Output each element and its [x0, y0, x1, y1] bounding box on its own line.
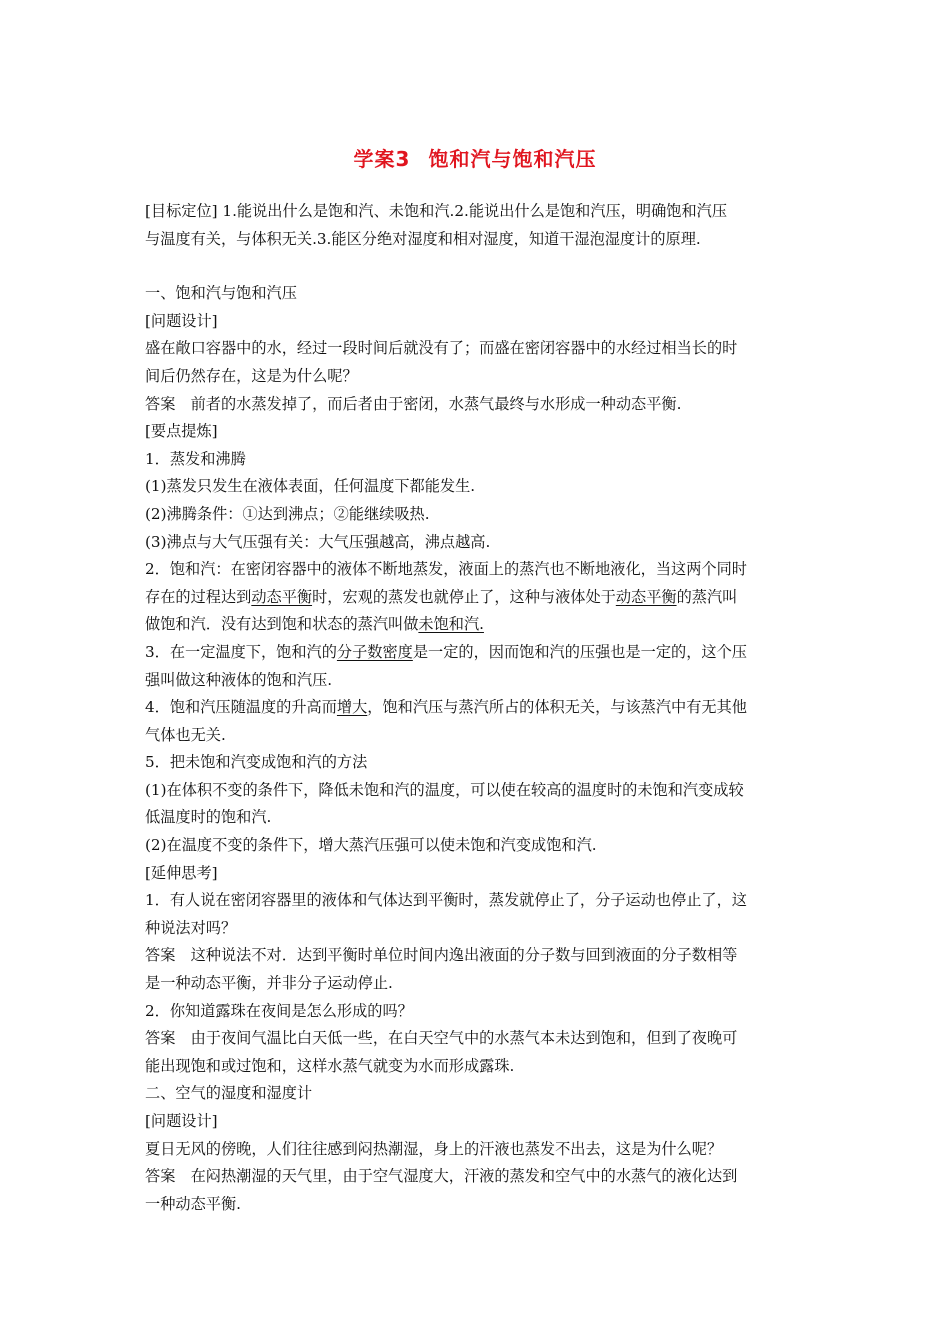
keypoint-text: 强叫做这种液体的饱和汽压.	[145, 670, 333, 689]
answer-text: 能出现饱和或过饱和，这样水蒸气就变为水而形成露珠.	[145, 1056, 515, 1075]
question-text: 夏日无风的傍晚，人们往往感到闷热潮湿，身上的汗液也蒸发不出去，这是为什么呢？	[145, 1139, 723, 1158]
keypoints-label: [要点提炼]	[145, 422, 218, 441]
keypoint-text	[145, 584, 808, 612]
keypoint-item: (2)在温度不变的条件下，增大蒸汽压强可以使未饱和汽变成饱和汽.	[145, 836, 597, 855]
keypoint-heading: 1．蒸发和沸腾	[145, 449, 246, 468]
answer-text: 答案 在闷热潮湿的天气里，由于空气湿度大，汗液的蒸发和空气中的水蒸气的液化达到	[145, 1167, 738, 1186]
text-run: ，饱和汽压与蒸汽所占的体积无关，与该蒸汽中有无其他	[367, 698, 747, 717]
underlined-answer: 增大	[336, 698, 368, 717]
underlined-answer: 未饱和汽.	[418, 615, 484, 634]
keypoint-item: 低温度时的饱和汽.	[145, 808, 272, 827]
answer-text: 答案 由于夜间气温比白天低一些，在白天空气中的水蒸气本未达到饱和，但到了夜晚可	[145, 1029, 738, 1048]
answer-text: 一种动态平衡.	[145, 1194, 241, 1213]
extension-question: 1．有人说在密闭容器里的液体和气体达到平衡时，蒸发就停止了，分子运动也停止了，这	[145, 891, 747, 910]
keypoint-item: (1)蒸发只发生在液体表面，任何温度下都能发生.	[145, 477, 476, 496]
keypoint-text: 气体也无关.	[145, 725, 226, 744]
keypoint-item: (1)在体积不变的条件下，降低未饱和汽的温度，可以使在较高的温度时的未饱和汽变成较	[145, 780, 744, 799]
keypoint-text	[145, 611, 808, 639]
text-run: 存在的过程达到	[145, 587, 252, 606]
text-run: 时，宏观的蒸发也就停止了，这种与液体处于	[312, 587, 616, 606]
section-heading: 二、空气的湿度和湿度计	[145, 1084, 313, 1103]
extension-question: 2．你知道露珠在夜间是怎么形成的吗？	[145, 1001, 413, 1020]
intro-line: [目标定位] 1.能说出什么是饱和汽、未饱和汽.2.能说出什么是饱和汽压，明确饱和汽压	[145, 202, 728, 220]
underlined-answer: 动态平衡	[615, 587, 677, 606]
extension-label: [延伸思考]	[145, 863, 218, 882]
keypoint-item: (3)沸点与大气压强有关：大气压强越高，沸点越高.	[145, 532, 491, 551]
keypoint-item: (2)沸腾条件：①达到沸点；②能继续吸热.	[145, 504, 430, 523]
document-body	[145, 198, 808, 1218]
keypoint-heading: 5．把未饱和汽变成饱和汽的方法	[145, 753, 368, 772]
underlined-answer: 动态平衡	[251, 587, 313, 606]
text-run: 3．在一定温度下，饱和汽的	[145, 642, 337, 661]
page-title	[0, 143, 950, 172]
text-run: 是一定的，因而饱和汽的压强也是一定的，这个压	[412, 642, 747, 661]
extension-question: 种说法对吗？	[145, 918, 237, 937]
answer-text: 答案 这种说法不对．达到平衡时单位时间内逸出液面的分子数与回到液面的分子数相等	[145, 946, 738, 965]
underlined-answer: 分子数密度	[336, 642, 413, 661]
text-run: 的蒸汽叫	[676, 587, 738, 606]
text-run: 做饱和汽．没有达到饱和状态的蒸汽叫做	[145, 615, 419, 634]
title-prefix: 学案3	[353, 147, 411, 171]
keypoint-text	[145, 639, 808, 667]
answer-text: 是一种动态平衡，并非分子运动停止.	[145, 974, 393, 993]
keypoint-text: 2．饱和汽：在密闭容器中的液体不断地蒸发，液面上的蒸汽也不断地液化，当这两个同时	[145, 560, 747, 579]
question-text: 间后仍然存在，这是为什么呢？	[145, 366, 358, 385]
section-heading: 一、饱和汽与饱和汽压	[145, 284, 297, 303]
answer-text: 答案 前者的水蒸发掉了，而后者由于密闭，水蒸气最终与水形成一种动态平衡.	[145, 394, 682, 413]
text-run: 4．饱和汽压随温度的升高而	[145, 698, 337, 717]
title-main: 饱和汽与饱和汽压	[428, 147, 597, 171]
question-label: [问题设计]	[145, 311, 218, 330]
question-label: [问题设计]	[145, 1112, 218, 1130]
intro-line: 与温度有关，与体积无关.3.能区分绝对湿度和相对湿度，知道干湿泡湿度计的原理.	[145, 229, 701, 248]
question-text: 盛在敞口容器中的水，经过一段时间后就没有了；而盛在密闭容器中的水经过相当长的时	[145, 339, 738, 358]
keypoint-text	[145, 694, 808, 722]
